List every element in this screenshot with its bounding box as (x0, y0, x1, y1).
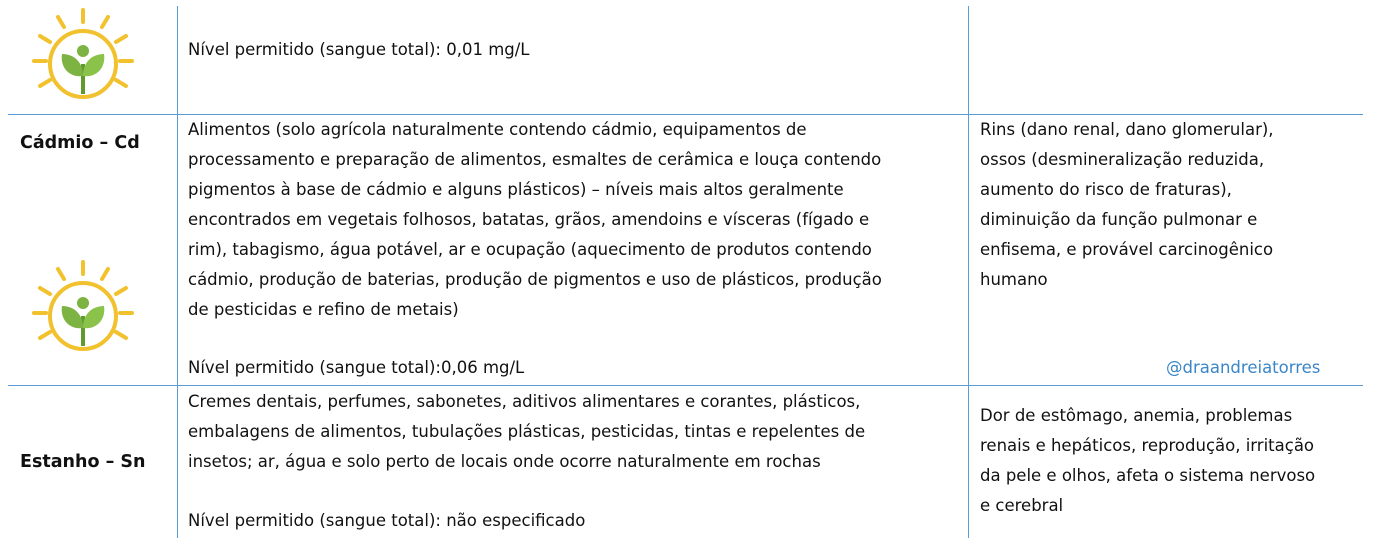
sources-text-tin: Cremes dentais, perfumes, sabonetes, aditivos alimentares e corantes, plásticos, embalagens de alimentos, tubulações plásticas, pesticidas, tintas e repelentes de insetos; ar, água e solo perto de locais onde ocorre naturalmente em rochas (188, 392, 866, 471)
metal-name-cadmium: Cádmio – Cd (20, 133, 140, 153)
sun-sprout-logo-icon (28, 6, 138, 116)
permitted-level-tin: Nível permitido (sangue total): não especificado (188, 511, 586, 530)
author-handle-watermark: @draandreiatorres (1166, 358, 1321, 377)
health-effects-cadmium: Rins (dano renal, dano glomerular), ossos (desmineralização reduzida, aumento do risco de fraturas), diminuição da função pulmonar e enfisema, e provável carcinogênico humano (980, 120, 1274, 289)
sun-sprout-logo-icon (28, 258, 138, 368)
permitted-level-cadmium: Nível permitido (sangue total):0,06 mg/L (188, 358, 525, 377)
metal-name-tin: Estanho – Sn (20, 452, 146, 472)
sources-text-cadmium: Alimentos (solo agrícola naturalmente contendo cádmio, equipamentos de processamento e preparação de alimentos, esmaltes de cerâmica e louça contendo pigmentos à base de cádmio e alguns plásticos) – níveis mais altos geralmente encontrados em vegetais folhosos, batatas, grãos, amendoins e vísceras (fígado e rim), tabagismo, água potável, ar e ocupação (aquecimento de produtos contendo cádmio, produção de baterias, produção de pigmentos e uso de plásticos, produção de pesticidas e refino de metais) (188, 120, 882, 319)
column-divider-1 (177, 6, 178, 538)
row-divider-2 (8, 385, 1363, 386)
column-divider-2 (968, 6, 969, 538)
health-effects-tin: Dor de estômago, anemia, problemas renais e hepáticos, reprodução, irritação da pele e olhos, afeta o sistema nervoso e cerebral (980, 406, 1316, 515)
permitted-level-row-0: Nível permitido (sangue total): 0,01 mg/L (188, 40, 530, 59)
